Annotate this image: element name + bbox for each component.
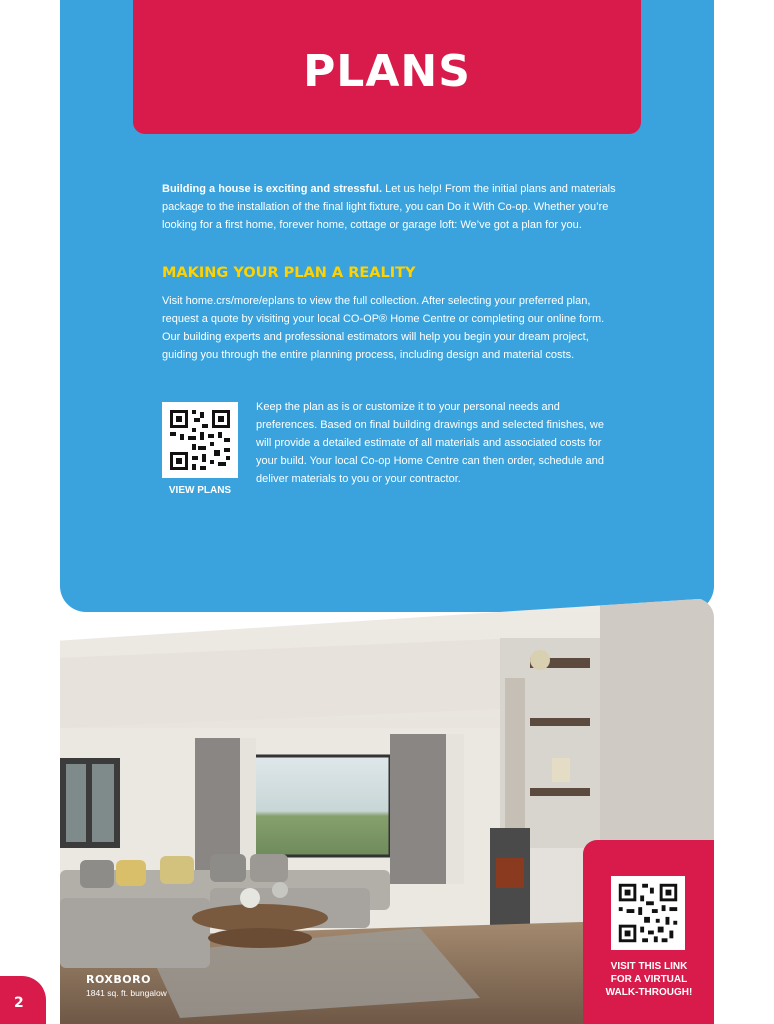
title-banner [133,0,641,134]
qr-code-icon [611,876,685,950]
virtual-tour-panel[interactable] [583,840,714,1024]
virtual-tour-qr-code[interactable] [611,876,685,950]
view-plans-qr-code[interactable] [162,402,238,478]
intro-paragraph [162,180,620,234]
section-heading: MAKING YOUR PLAN A REALITY [162,265,416,281]
customize-paragraph: Keep the plan as is or customize it to your personal needs and preferences. Based on final building drawings and selected finishes, we will provide a detailed estimate of all materials and associated costs for your build. Your local Co-op Home Centre can then order, schedule and deliver materials to you or your contractor. [256,401,604,485]
page-number: 2 [14,995,24,1011]
page-number-badge [0,976,46,1024]
view-plans-label[interactable]: VIEW PLANS [168,485,232,496]
intro-lead: Building a house is exciting and stressful. [162,183,383,195]
intro-rest: Let us help! From the initial plans and materials package to the installation of the final light fixture, you can Do it With Co-op. Whether you’re looking for a first home, forever home, cottage or garage loft: We’ve got a plan for you. [162,183,616,231]
qr-code-icon [162,402,238,478]
section-paragraph: Visit home.crs/more/eplans to view the full collection. After selecting your preferred plan, request a quote by visiting your local CO-OP® Home Centre or completing our online form. Our building experts and professional estimators will help you begin your dream project, guiding you through the entire planning process, including design and material costs. [162,295,605,361]
plan-name: ROXBORO [86,973,151,986]
virtual-tour-line-3: WALK-THROUGH! [605,987,693,998]
plan-detail: 1841 sq. ft. bungalow [86,988,167,998]
virtual-tour-line-1: VISIT THIS LINK [610,961,688,972]
page-title: PLANS [303,45,471,97]
virtual-tour-line-2: FOR A VIRTUAL [610,974,688,985]
virtual-tour-text [591,960,707,999]
